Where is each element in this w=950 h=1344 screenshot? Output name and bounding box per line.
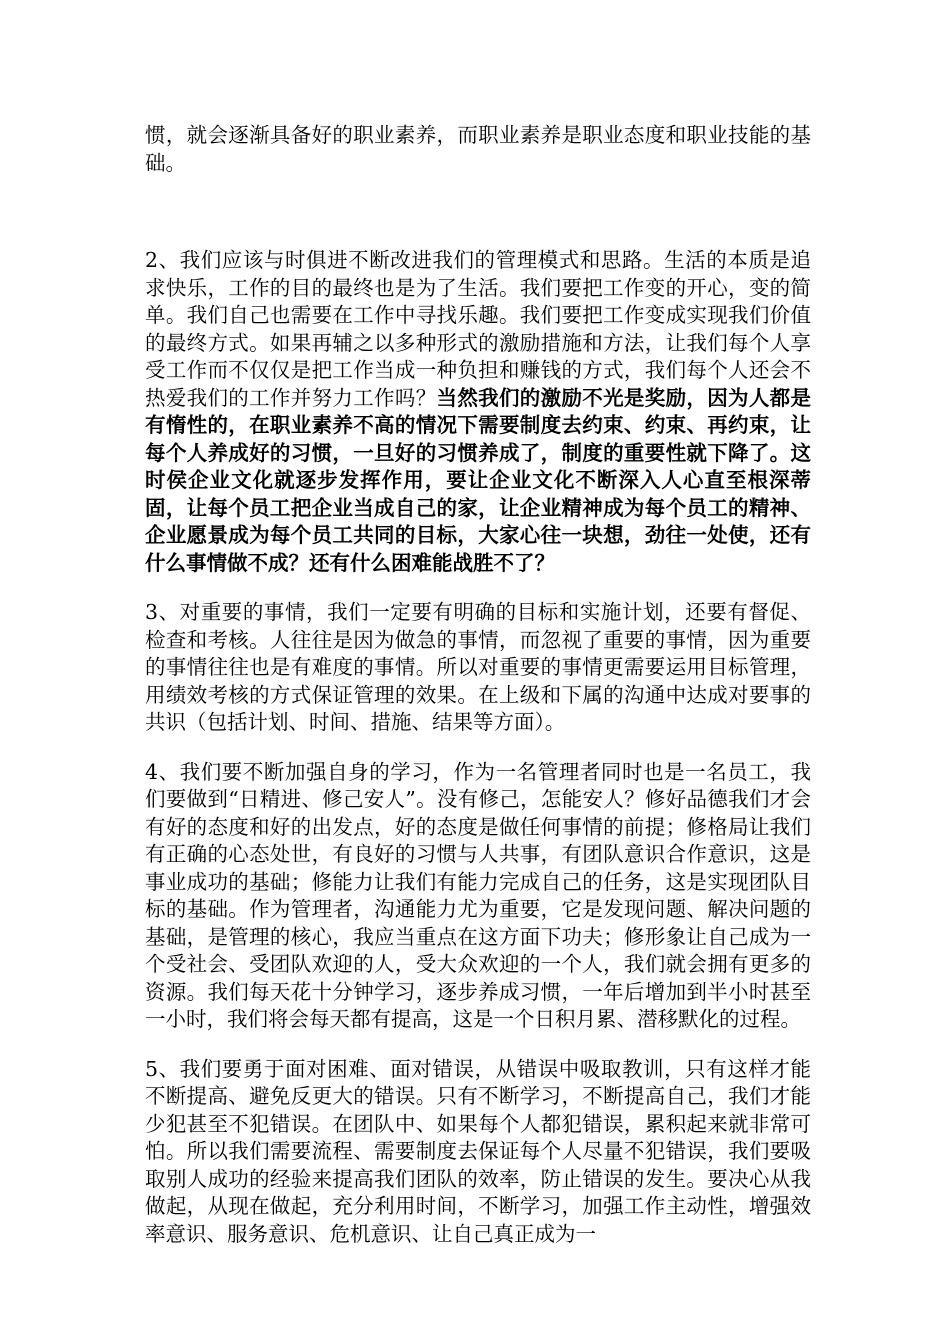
- paragraph-spacer: [145, 177, 811, 247]
- paragraph-2-text: 2、我们应该与时俱进不断改进我们的管理模式和思路。生活的本质是追求快乐，工作的目的最终也是为了生活。我们要把工作变的开心，变的简单。我们自己也需要在工作中寻找乐趣。我们要把工作变成实现我们价值的最终方式。如果再辅之以多种形式的激励措施和方法，让我们每个人享受工作而不仅仅是把工作当成一种负担和赚钱的方式，我们每个人还会不热爱我们的工作并努力工作吗？: [145, 248, 811, 410]
- paragraph-4: 4、我们要不断加强自身的学习，作为一名管理者同时也是一名员工，我们要做到“日精进、修己安人”。没有修己，怎能安人？修好品德我们才会有好的态度和好的出发点，好的态度是做任何事情的前提；修格局让我们有正确的心态处世，有良好的习惯与人共事，有团队意识合作意识，这是事业成功的基础；修能力让我们有能力完成自己的任务，这是实现团队目标的基础。作为管理者，沟通能力尤为重要，它是发现问题、解决问题的基础，是管理的核心，我应当重点在这方面下功夫；修形象让自己成为一个受社会、受团队欢迎的人，受大众欢迎的一个人，我们就会拥有更多的资源。我们每天花十分钟学习，逐步养成习惯，一年后增加到半小时甚至一小时，我们将会每天都有提高，这是一个日积月累、潜移默化的过程。: [145, 759, 811, 1031]
- document-page: [145, 122, 811, 1248]
- paragraph-spacer: [145, 577, 811, 599]
- paragraph-2: [145, 247, 811, 577]
- paragraph-3: 3、对重要的事情，我们一定要有明确的目标和实施计划，还要有督促、检查和考核。人往往是因为做急的事情，而忽视了重要的事情，因为重要的事情往往也是有难度的事情。所以对重要的事情更需要运用目标管理，用绩效考核的方式保证管理的效果。在上级和下属的沟通中达成对要事的共识（包括计划、时间、措施、结果等方面）。: [145, 600, 811, 734]
- paragraph-spacer: [145, 737, 811, 759]
- paragraph-spacer: [145, 1034, 811, 1056]
- paragraph-continuation: 惯，就会逐渐具备好的职业素养，而职业素养是职业态度和职业技能的基础。: [145, 123, 811, 175]
- paragraph-5: 5、我们要勇于面对困难、面对错误，从错误中吸取教训，只有这样才能不断提高、避免反更大的错误。只有不断学习，不断提高自己，我们才能少犯甚至不犯错误。在团队中、如果每个人都犯错误，累积起来就非常可怕。所以我们需要流程、需要制度去保证每个人尽量不犯错误，我们要吸取别人成功的经验来提高我们团队的效率，防止错误的发生。要决心从我做起，从现在做起，充分利用时间，不断学习，加强工作主动性，增强效率意识、服务意识、危机意识、让自己真正成为一: [145, 1056, 811, 1246]
- paragraph-2-bold-text: 当然我们的激励不光是奖励，因为人都是有惰性的，在职业素养不高的情况下需要制度去约束、约束、再约束，让每个人养成好的习惯，一旦好的习惯养成了，制度的重要性就下降了。这时侯企业文化就逐步发挥作用，要让企业文化不断深入人心直至根深蒂固，让每个员工把企业当成自己的家，让企业精神成为每个员工的精神、企业愿景成为每个员工共同的目标，大家心往一块想，劲往一处使，还有什么事情做不成？还有什么困难能战胜不了？: [145, 385, 811, 575]
